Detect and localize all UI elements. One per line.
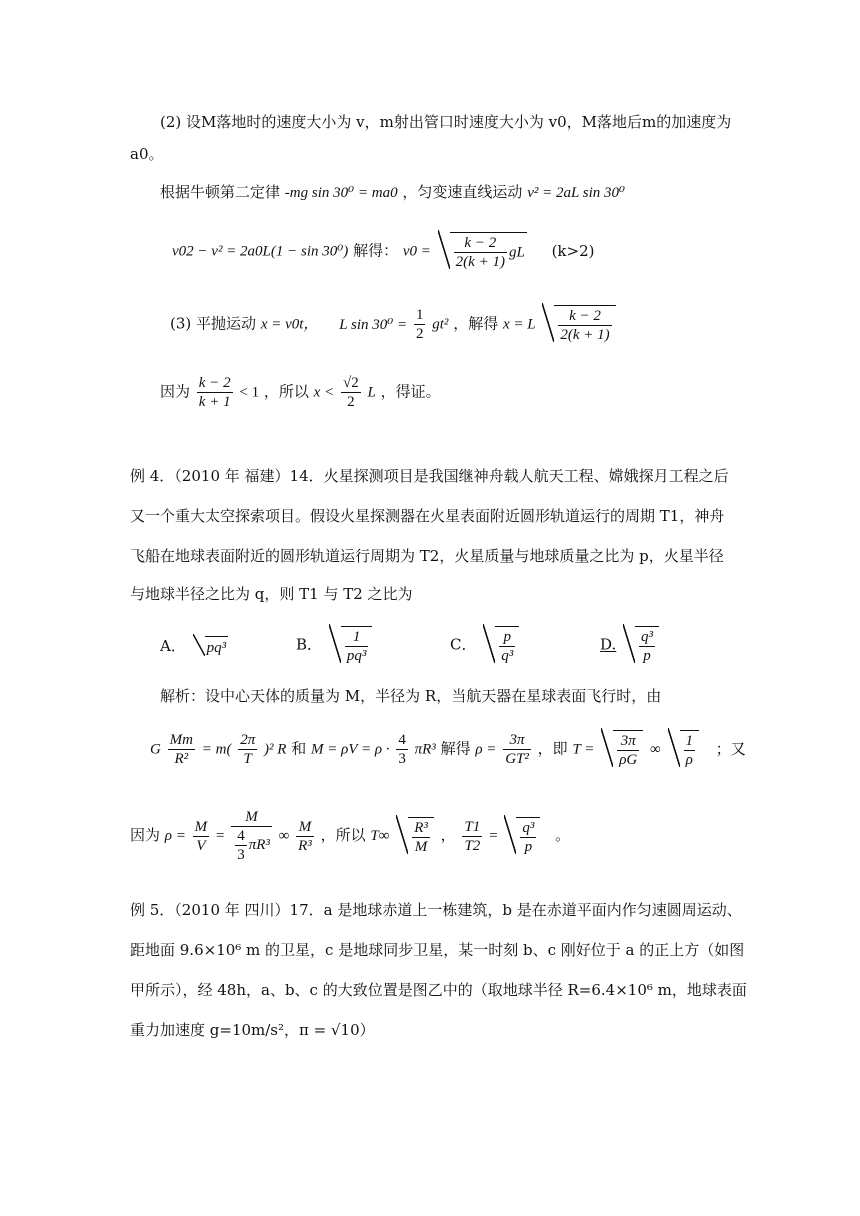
R3-den: R³	[298, 837, 312, 854]
Mm-num: Mm	[169, 732, 193, 748]
three-den: 3	[398, 751, 406, 767]
x-den: 2(k + 1)	[560, 327, 610, 343]
conc-den: k + 1	[198, 394, 231, 410]
T-eq: T =	[572, 741, 595, 758]
so-label: ，所以	[263, 382, 309, 401]
part3-line	[170, 305, 618, 344]
prop2-symbol: ∞	[278, 828, 290, 844]
M-rho-V: M = ρV = ρ ·	[311, 741, 390, 758]
newton-label: 根据牛顿第二定律	[160, 183, 281, 201]
twopi-num: 2π	[240, 732, 256, 748]
gt2: gt²	[432, 316, 449, 333]
half-den: 2	[415, 326, 424, 342]
x-eq: x = L	[502, 316, 536, 333]
threepi2-num: 3π	[617, 732, 639, 751]
M-over-R3	[296, 818, 314, 855]
G-symbol: G	[150, 741, 161, 758]
rho-den: ρ	[685, 752, 693, 768]
analysis-line2	[150, 730, 746, 769]
eq-sign2: =	[489, 828, 498, 844]
R2-den: R²	[174, 751, 189, 767]
half-frac	[414, 306, 426, 343]
p-den: p	[524, 838, 533, 855]
option-a-rad: pq³	[205, 636, 229, 658]
ex4-line2: 又一个重大太空探索项目。假设火星探测器在火星表面附近圆形轨道运行的周期 T1，神舟	[130, 507, 725, 525]
ex4-line1: 例 4．（2010 年 福建）14．火星探测项目是我国继神舟载人航天工程、嫦娥探月工程之后	[130, 467, 729, 485]
threepi-num: 3π	[503, 731, 531, 750]
ex5-line4: 重力加速度 g=10m/s²，π = √10）	[130, 1021, 375, 1039]
ex4-line3: 飞船在地球表面附近的圆形轨道运行周期为 T2，火星质量与地球质量之比为 p，火星半径	[130, 547, 724, 565]
M-over-vol	[231, 808, 272, 864]
q3-num: q³	[522, 819, 535, 836]
lt1: < 1	[239, 384, 260, 401]
v0-den: 2(k + 1)	[455, 254, 505, 270]
T-den: T	[243, 751, 252, 767]
option-d-num: q³	[641, 629, 654, 645]
x-sqrt	[542, 305, 615, 344]
Mb-den: M	[414, 838, 428, 855]
Mm-frac	[168, 731, 195, 768]
option-c-den: q³	[501, 648, 514, 664]
also-label: ；又	[715, 739, 746, 758]
T-sqrt	[601, 730, 643, 769]
T1-num: T1	[464, 818, 481, 835]
option-c-sqrt	[483, 626, 519, 665]
part2-newton-line	[160, 182, 625, 203]
option-d-sqrt	[623, 626, 659, 665]
R3b-num: R³	[414, 819, 428, 836]
because2-label: 因为	[130, 826, 161, 844]
rho-frac	[503, 731, 531, 768]
ex5-line2: 距地面 9.6×10⁶ m 的卫星，c 是地球同步卫星，某一时刻 b、c 刚好位于 a 的正上方（如图	[130, 941, 745, 959]
v0-num: k − 2	[454, 234, 507, 253]
analysis-line1: 解析：设中心天体的质量为 M，半径为 R，当航天器在星球表面飞行时，由	[160, 687, 662, 705]
period: 。	[555, 826, 571, 844]
eq-v0-kinematic: v02 − v² = 2a0L(1 − sin 30⁰)	[172, 243, 349, 260]
x-lt: x <	[313, 384, 335, 401]
conclusion-line	[160, 374, 441, 411]
conclusion-frac	[197, 374, 233, 411]
twopi-frac	[238, 731, 257, 768]
ex5-line3: 甲所示），经 48h，a、b、c 的大致位置是图乙中的（取地球半径 R=6.4×10⁶ m，地球表面	[130, 981, 747, 999]
part2-intro-cont: a0。	[130, 145, 164, 163]
rho-eq2: ρ =	[164, 828, 186, 844]
eq-L: L sin 30⁰ =	[339, 316, 408, 333]
ie-label: ，即	[537, 739, 568, 758]
four-num: 4	[398, 732, 406, 748]
rhoG-den: ρG	[619, 752, 638, 768]
T-prop: T∞	[370, 828, 390, 844]
and-label: 和	[291, 739, 307, 758]
q3-p-sqrt	[504, 817, 540, 856]
end-label: ，得证。	[380, 382, 441, 401]
three2-den: 3	[237, 847, 245, 863]
M3-num: M	[296, 818, 314, 837]
eq-x: x = v0t，	[260, 316, 319, 333]
inv-rho-sqrt	[668, 730, 700, 769]
root2-den: 2	[347, 394, 355, 410]
four2-num: 4	[237, 828, 245, 844]
L-label: L	[367, 384, 376, 401]
comma: ，	[440, 826, 456, 844]
piR3b: πR³	[248, 836, 270, 853]
part3-solve: ，解得	[453, 314, 499, 333]
uniform-label: ，匀变速直线运动	[402, 183, 523, 201]
piR3: πR³	[414, 741, 436, 758]
T2-den: T2	[464, 837, 481, 854]
M-num: M	[194, 818, 208, 835]
GT2-den: GT²	[505, 751, 529, 767]
option-a-sqrt	[193, 636, 229, 658]
so2-label: ，所以	[320, 826, 366, 844]
part2-intro: (2) 设M落地时的速度大小为 v，m射出管口时速度大小为 v0，M落地后m的加速度为	[160, 113, 732, 131]
prop-symbol: ∞	[650, 741, 661, 758]
v0-gL: gL	[508, 244, 525, 261]
eq-newton: -mg sin 30⁰ = ma0	[284, 185, 398, 201]
T1-T2	[462, 818, 482, 855]
sq-R: )² R	[264, 741, 287, 758]
option-b	[296, 626, 374, 665]
option-a-label: A．	[160, 637, 186, 655]
option-b-label: B．	[296, 635, 323, 654]
part2-solve-line	[172, 232, 594, 271]
option-c	[450, 626, 521, 665]
conc-num: k − 2	[198, 375, 231, 391]
option-d-label: D.	[600, 635, 617, 654]
option-d	[600, 626, 661, 665]
part3-label: (3) 平抛运动	[170, 314, 257, 333]
option-a	[160, 636, 230, 658]
getrho-label: 解得	[440, 739, 471, 758]
v0-sqrt	[438, 232, 527, 271]
root2-num: √2	[342, 375, 359, 391]
four-thirds	[396, 731, 408, 768]
eq-m: = m(	[201, 741, 232, 758]
M2-num: M	[231, 808, 272, 827]
solve-label: 解得：	[353, 241, 399, 260]
eq-kinematic: v² = 2aL sin 30⁰	[527, 185, 626, 201]
R3-M-sqrt	[396, 817, 434, 856]
rho-eq: ρ =	[475, 741, 497, 758]
option-c-num: p	[499, 628, 515, 647]
x-num: k − 2	[558, 307, 611, 326]
option-b-den: pq³	[346, 648, 367, 664]
root2-frac	[341, 374, 361, 411]
ex4-line4: 与地球半径之比为 q，则 T1 与 T2 之比为	[130, 585, 413, 603]
option-b-num: 1	[345, 628, 369, 647]
V-den: V	[196, 837, 206, 854]
option-d-den: p	[643, 648, 651, 664]
because-label: 因为	[160, 382, 191, 401]
v0-lhs: v0 =	[402, 243, 431, 260]
analysis-line3	[130, 808, 570, 864]
option-b-sqrt	[329, 626, 373, 665]
half-num: 1	[415, 307, 424, 323]
ex5-line1: 例 5．（2010 年 四川）17．a 是地球赤道上一栋建筑，b 是在赤道平面内作匀速圆周运动、	[130, 901, 742, 919]
option-c-label: C．	[450, 635, 477, 654]
cond-label: (k>2)	[551, 241, 595, 260]
one-num: 1	[685, 733, 694, 749]
eq-sign: =	[215, 828, 225, 844]
M-over-V	[193, 818, 210, 855]
